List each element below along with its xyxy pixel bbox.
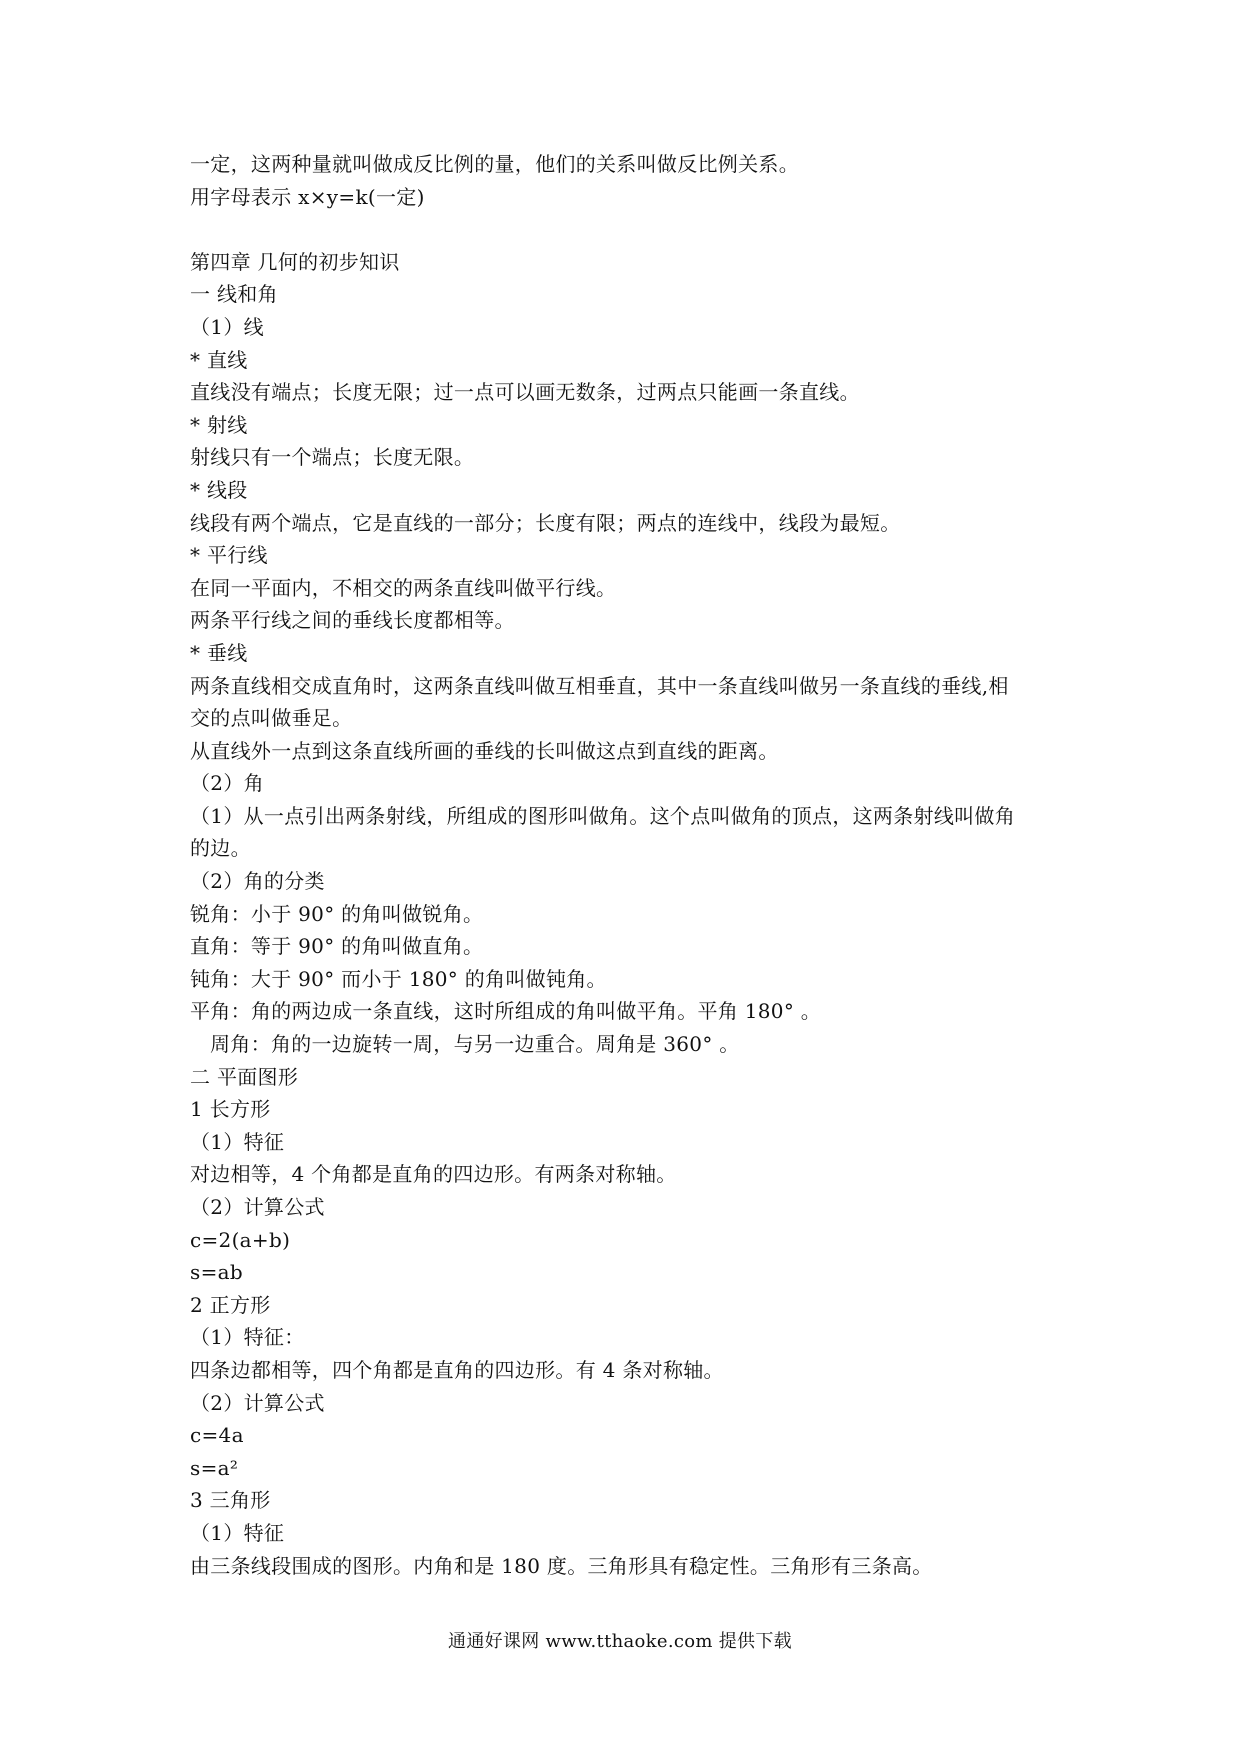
text-line: 锐角：小于 90° 的角叫做锐角。 bbox=[190, 901, 484, 926]
formula-line: s=a² bbox=[190, 1455, 239, 1480]
text-line: 在同一平面内，不相交的两条直线叫做平行线。 bbox=[190, 575, 617, 600]
shape-heading: 2 正方形 bbox=[190, 1292, 271, 1317]
text-line: 两条直线相交成直角时，这两条直线叫做互相垂直，其中一条直线叫做另一条直线的垂线,相 bbox=[190, 673, 1009, 698]
text-line: 一定，这两种量就叫做成反比例的量，他们的关系叫做反比例关系。 bbox=[190, 152, 799, 176]
item-heading: * 线段 bbox=[190, 477, 248, 502]
blank-line bbox=[190, 213, 1090, 246]
item-heading: * 直线 bbox=[190, 347, 248, 372]
subsection-heading: （2）计算公式 bbox=[190, 1390, 325, 1415]
formula-line: s=ab bbox=[190, 1260, 243, 1285]
text-line: 对边相等，4 个角都是直角的四边形。有两条对称轴。 bbox=[190, 1162, 677, 1187]
text-line: 交的点叫做垂足。 bbox=[190, 706, 353, 731]
text-line: 线段有两个端点，它是直线的一部分；长度有限；两点的连线中，线段为最短。 bbox=[190, 510, 901, 535]
formula-line: c=2(a+b) bbox=[190, 1227, 291, 1252]
subsection-heading: （2）计算公式 bbox=[190, 1195, 325, 1219]
text-line: 从直线外一点到这条直线所画的垂线的长叫做这点到直线的距离。 bbox=[190, 738, 779, 763]
subsection-heading: （1）特征 bbox=[190, 1129, 285, 1154]
text-line: 四条边都相等，四个角都是直角的四边形。有 4 条对称轴。 bbox=[190, 1357, 724, 1382]
text-line: （1）从一点引出两条射线，所组成的图形叫做角。这个点叫做角的顶点，这两条射线叫做角 bbox=[190, 803, 1016, 828]
subsection-heading: （1）特征 bbox=[190, 1520, 285, 1545]
subsection-heading: （2）角 bbox=[190, 771, 264, 796]
text-line: 两条平行线之间的垂线长度都相等。 bbox=[190, 608, 515, 633]
subsection-heading: （1）特征： bbox=[190, 1325, 305, 1350]
item-heading: * 垂线 bbox=[190, 640, 248, 665]
formula-line: c=4a bbox=[190, 1423, 244, 1448]
text-line: 直角：等于 90° 的角叫做直角。 bbox=[190, 934, 484, 959]
section-heading: 二 平面图形 bbox=[190, 1064, 299, 1089]
subsection-heading: （2）角的分类 bbox=[190, 869, 325, 894]
section-heading: 一 线和角 bbox=[190, 282, 278, 307]
text-line: 平角：角的两边成一条直线，这时所组成的角叫做平角。平角 180° 。 bbox=[190, 999, 822, 1024]
chapter-heading: 第四章 几何的初步知识 bbox=[190, 249, 400, 274]
item-heading: * 射线 bbox=[190, 412, 248, 437]
text-line: 由三条线段围成的图形。内角和是 180 度。三角形具有稳定性。三角形有三条高。 bbox=[190, 1553, 933, 1578]
subsection-heading: （1）线 bbox=[190, 314, 264, 339]
text-line: 直线没有端点；长度无限；过一点可以画无数条，过两点只能画一条直线。 bbox=[190, 380, 860, 405]
text-line: 的边。 bbox=[190, 836, 251, 861]
text-line: 周角：角的一边旋转一周，与另一边重合。周角是 360° 。 bbox=[210, 1032, 740, 1057]
text-line: 钝角：大于 90° 而小于 180° 的角叫做钝角。 bbox=[190, 966, 607, 991]
shape-heading: 1 长方形 bbox=[190, 1097, 271, 1122]
text-line: 射线只有一个端点；长度无限。 bbox=[190, 445, 475, 470]
formula-line: 用字母表示 x×y=k(一定) bbox=[190, 184, 425, 209]
item-heading: * 平行线 bbox=[190, 543, 268, 568]
page-footer: 通通好课网 www.tthaoke.com 提供下载 bbox=[448, 1631, 792, 1652]
shape-heading: 3 三角形 bbox=[190, 1488, 271, 1513]
document-body bbox=[190, 148, 1090, 1582]
